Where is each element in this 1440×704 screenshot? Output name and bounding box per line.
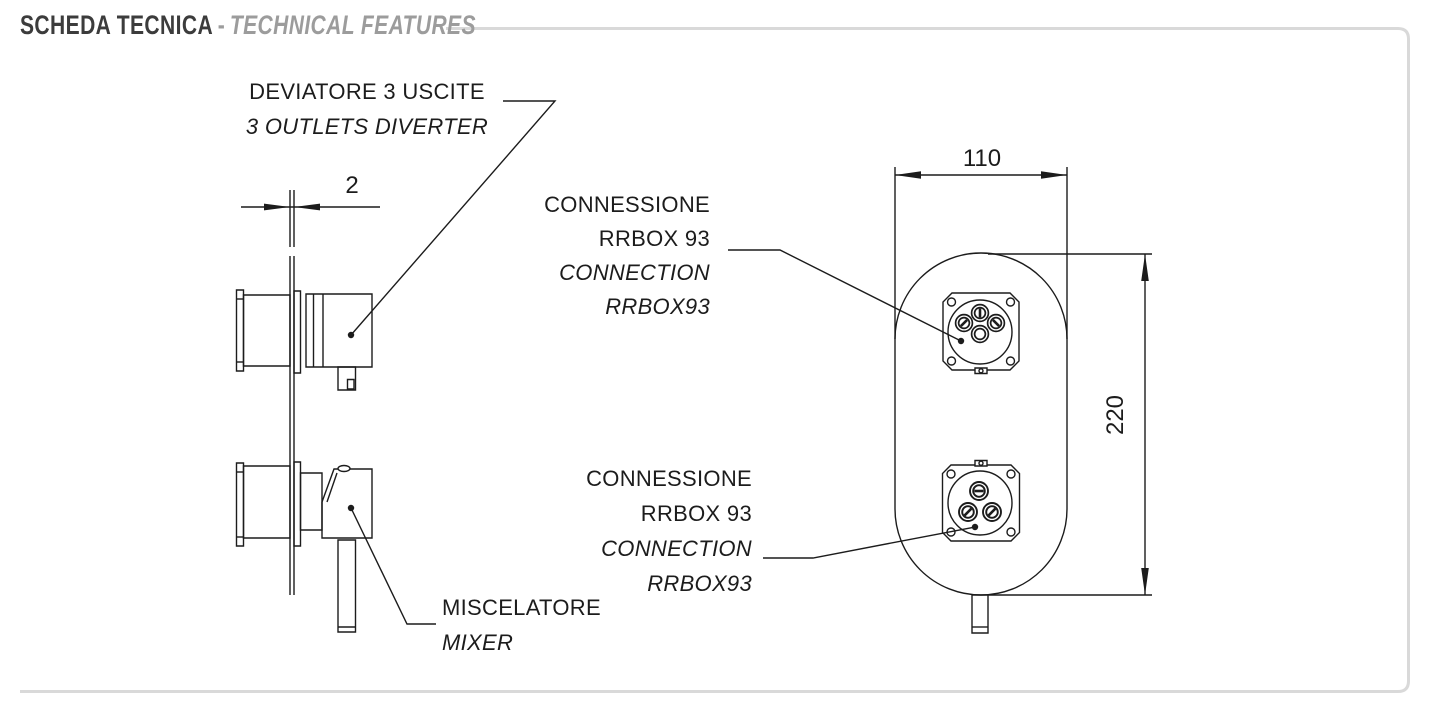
corner-screw-hole	[1007, 298, 1015, 306]
diverter-recessed-body	[244, 295, 291, 366]
connection-box-top	[943, 293, 1019, 374]
connection-top-line2: RRBOX 93	[598, 226, 710, 251]
mixer-top-knob	[338, 466, 350, 472]
connection-top-line3: CONNECTION	[559, 260, 710, 285]
connection-bottom-line1: CONNESSIONE	[586, 466, 752, 491]
dim-arrow-left	[264, 204, 290, 211]
mixer-label-en: MIXER	[442, 630, 514, 655]
dim-arrow-up	[1141, 254, 1149, 281]
diverter-rear-cap	[237, 290, 244, 371]
corner-screw-hole	[948, 357, 956, 365]
mixer-label	[442, 590, 601, 660]
dim-arrow-down	[1141, 568, 1149, 595]
connection-top-line4: RRBOX93	[605, 294, 710, 319]
connection-top-line1: CONNESSIONE	[544, 192, 710, 217]
dim-arrow-right	[1041, 171, 1067, 179]
diverter-label	[243, 74, 491, 144]
dimension-thickness	[241, 204, 380, 211]
connection-bottom-line2: RRBOX 93	[640, 501, 752, 526]
cartridge-circle	[948, 471, 1012, 535]
diverter-outlet-nub	[338, 367, 356, 390]
corner-screw-hole	[1007, 357, 1015, 365]
dim-arrow-left	[895, 171, 921, 179]
mixer-connector	[301, 473, 323, 530]
leader-mixer	[348, 505, 436, 624]
mixer-unit	[237, 462, 373, 632]
corner-screw-hole	[1007, 470, 1015, 478]
mixer-label-it: MISCELATORE	[442, 595, 601, 620]
corner-screw-hole	[948, 298, 956, 306]
page-title	[20, 10, 476, 41]
diverter-label-it: DEVIATORE 3 USCITE	[249, 79, 485, 104]
mixer-head	[322, 469, 372, 538]
connection-bottom-line4: RRBOX93	[647, 571, 752, 596]
dimension-value-height: 220	[1102, 394, 1129, 436]
leader-dot	[348, 505, 354, 511]
side-view	[237, 101, 556, 632]
port-screws	[956, 305, 1005, 343]
diverter-label-en: 3 OUTLETS DIVERTER	[245, 114, 489, 139]
diverter-head	[306, 294, 372, 367]
mixer-rear-cap	[237, 463, 244, 546]
dimension-value-width: 110	[962, 145, 1002, 172]
title-english: TECHNICAL FEATURES	[229, 10, 476, 40]
leader-dot	[348, 332, 354, 338]
corner-screw-hole	[1007, 528, 1015, 536]
connection-bottom-line3: CONNECTION	[601, 536, 752, 561]
leader-dot	[958, 338, 964, 344]
mixer-handle	[338, 540, 356, 632]
corner-screw-hole	[947, 470, 955, 478]
diverter-flange	[294, 291, 301, 373]
connection-bottom-label	[582, 461, 752, 601]
mixer-flange	[294, 462, 301, 546]
connection-box-bottom	[943, 461, 1020, 542]
outlet-stub	[972, 595, 988, 633]
dim-arrow-right	[294, 204, 320, 211]
leader-connection-bottom	[763, 524, 978, 558]
title-separator: -	[217, 10, 226, 40]
connection-top-label	[540, 188, 710, 324]
diverter-unit	[237, 290, 373, 390]
leader-dot	[972, 524, 978, 530]
port-screws	[959, 482, 1001, 521]
title-italian: SCHEDA TECNICA	[20, 10, 214, 40]
leader-connection-top	[728, 250, 964, 344]
dimension-value-thickness: 2	[345, 172, 359, 199]
front-view	[728, 167, 1152, 633]
mixer-recessed-body	[244, 466, 291, 538]
